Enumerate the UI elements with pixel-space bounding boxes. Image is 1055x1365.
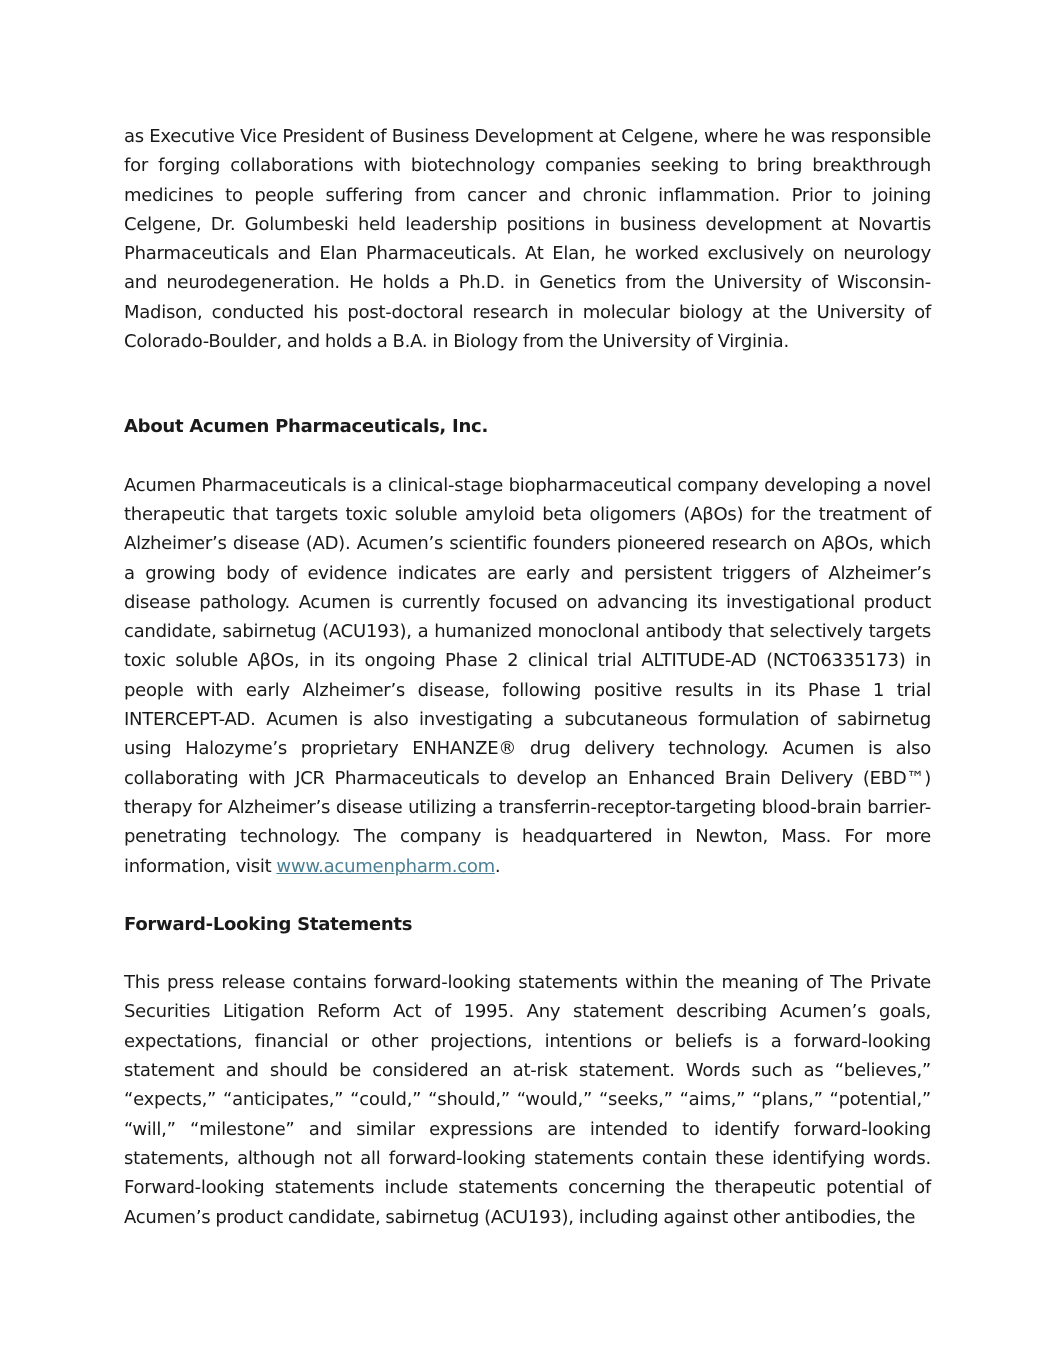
about-paragraph [124, 471, 931, 881]
about-paragraph-end: . [494, 855, 501, 877]
bio-paragraph: as Executive Vice President of Business Development at Celgene, where he was responsible for forging collaborations with biotechnology companies seeking to bring breakthrough medicines to people suffering from cancer and chronic inflammation. Prior to joining Celgene, Dr. Golumbeski held leadership positions in business development at Novartis Pharmaceuticals and Elan Pharmaceuticals. At Elan, he worked exclusively on neurology and neurodegeneration. He holds a Ph.D. in Genetics from the University of Wisconsin-Madison, conducted his post-doctoral research in molecular biology at the University of Colorado-Boulder, and holds a B.A. in Biology from the University of Virginia. [124, 126, 931, 353]
acumen-website-link[interactable]: www.acumenpharm.com [276, 855, 495, 877]
forward-looking-paragraph: This press release contains forward-looking statements within the meaning of The Private Securities Litigation Reform Act of 1995. Any statement describing Acumen’s goals, expectations, financial or other projections, intentions or beliefs is a forward-looking statement and should be considered an at-risk statement. Words such as “believes,” “expects,” “anticipates,” “could,” “should,” “would,” “seeks,” “aims,” “plans,” “potential,” “will,” “milestone” and similar expressions are intended to identify forward-looking statements, although not all forward-looking statements contain these identifying words. Forward-looking statements include statements concerning the therapeutic potential of Acumen’s product candidate, sabirnetug (ACU193), including against other antibodies, the [124, 972, 931, 1228]
document-page [124, 122, 931, 1232]
forward-looking-heading: Forward-Looking Statements [124, 913, 413, 935]
about-paragraph-text: Acumen Pharmaceuticals is a clinical-stage biopharmaceutical company developing a novel therapeutic that targets toxic soluble amyloid beta oligomers (AβOs) for the treatment of Alzheimer’s disease (AD). Acumen’s scientific founders pioneered research on AβOs, which a growing body of evidence indicates are early and persistent triggers of Alzheimer’s disease pathology. Acumen is currently focused on advancing its investigational product candidate, sabirnetug (ACU193), a humanized monoclonal antibody that selectively targets toxic soluble AβOs, in its ongoing Phase 2 clinical trial ALTITUDE-AD (NCT06335173) in people with early Alzheimer’s disease, following positive results in its Phase 1 trial INTERCEPT-AD. Acumen is also investigating a subcutaneous formulation of sabirnetug using Halozyme’s proprietary ENHANZE® drug delivery technology. Acumen is also collaborating with JCR Pharmaceuticals to develop an Enhanced Brain Delivery (EBD™) therapy for Alzheimer’s disease utilizing a transferrin-receptor-targeting blood-brain barrier-penetrating technology. The company is headquartered in Newton, Mass. For more information, visit [124, 474, 931, 877]
about-heading: About Acumen Pharmaceuticals, Inc. [124, 416, 489, 438]
